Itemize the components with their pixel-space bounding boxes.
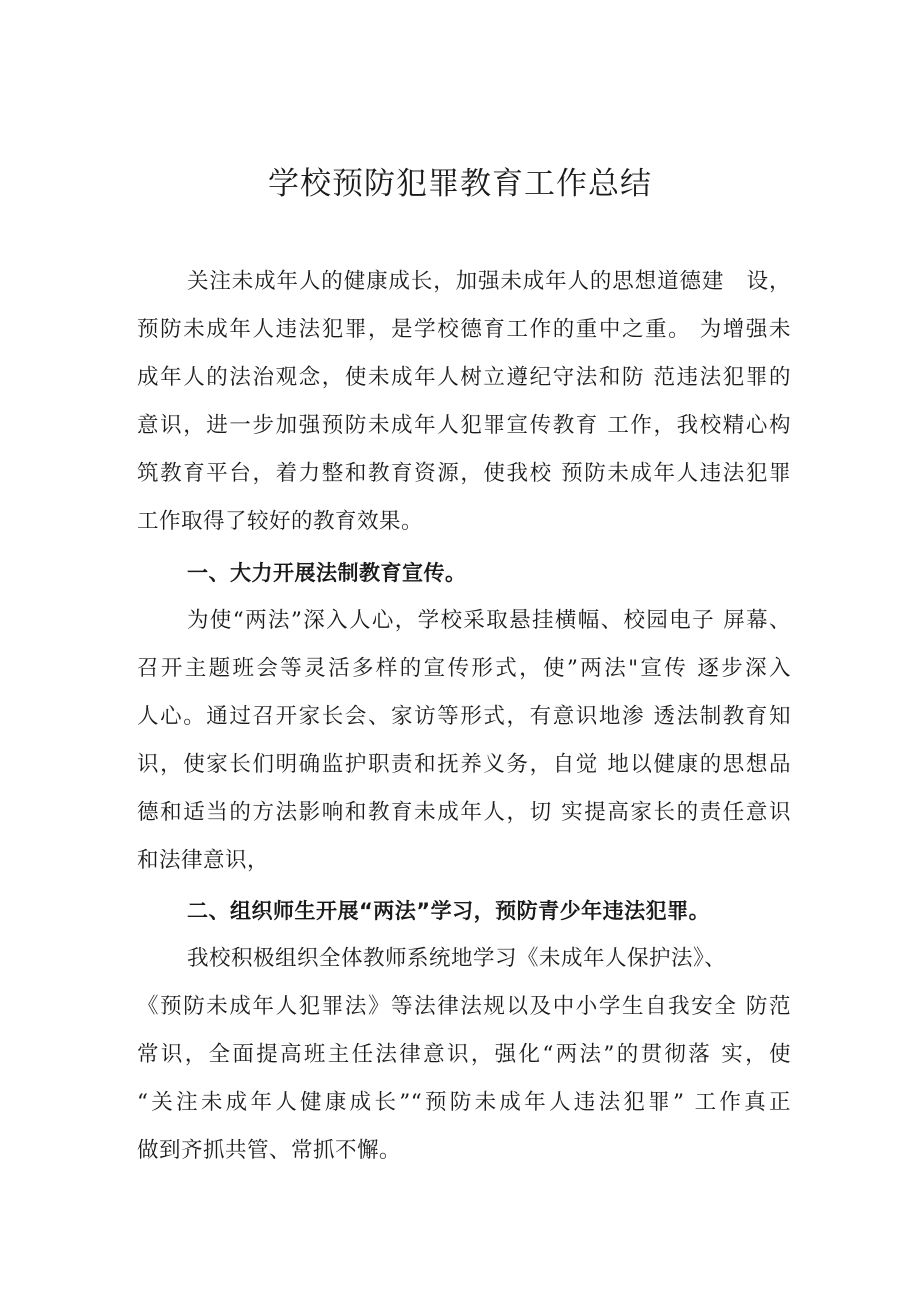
intro-line-2: 预防未成年人违法犯罪，是学校德育工作的重中之重。 为增强未 bbox=[137, 317, 791, 342]
section1-line-1: 为使“两法”深入人心，学校采取悬挂横幅、校园电子 屏幕、 bbox=[187, 608, 791, 633]
section1-line-4: 识，使家长们明确监护职责和抚养义务，自觉 地以健康的思想品 bbox=[137, 752, 791, 777]
section2-line-3: 常识，全面提高班主任法律意识，强化“两法”的贯彻落 实，使 bbox=[137, 1042, 791, 1067]
intro-line-4: 意识，进一步加强预防未成年人犯罪宣传教育 工作，我校精心构 bbox=[137, 413, 791, 438]
section1-line-6: 和法律意识， bbox=[137, 848, 270, 873]
section2-line-2: 《预防未成年人犯罪法》等法律法规以及中小学生自我安全 防范 bbox=[137, 994, 791, 1019]
intro-line-6: 工作取得了较好的教育效果。 bbox=[137, 509, 424, 534]
section1-line-2: 召开主题班会等灵活多样的宣传形式，使”两法"宣传 逐步深入 bbox=[137, 656, 791, 681]
section2-heading: 二、组织师生开展“两法”学习，预防青少年违法犯罪。 bbox=[187, 899, 711, 923]
section2-line-1: 我校积极组织全体教师系统地学习《未成年人保护法》、 bbox=[187, 946, 727, 971]
section2-line-5: 做到齐抓共管、常抓不懈。 bbox=[137, 1138, 402, 1163]
section1-line-5: 德和适当的方法影响和教育未成年人，切 实提高家长的责任意识 bbox=[137, 800, 791, 825]
section1-heading: 一、大力开展法制教育宣传。 bbox=[187, 561, 467, 585]
document-title: 学校预防犯罪教育工作总结 bbox=[268, 166, 652, 202]
section2-line-4: “关注未成年人健康成长”“预防未成年人违法犯罪” 工作真正 bbox=[137, 1090, 791, 1115]
section1-line-3: 人心。通过召开家长会、家访等形式，有意识地渗 透法制教育知 bbox=[137, 704, 791, 729]
intro-line-3: 成年人的法治观念，使未成年人树立遵纪守法和防 范违法犯罪的 bbox=[137, 365, 791, 390]
intro-line-5: 筑教育平台，着力整和教育资源，使我校 预防未成年人违法犯罪 bbox=[137, 461, 791, 486]
intro-line-1: 关注未成年人的健康成长，加强未成年人的思想道德建 设， bbox=[187, 269, 791, 294]
